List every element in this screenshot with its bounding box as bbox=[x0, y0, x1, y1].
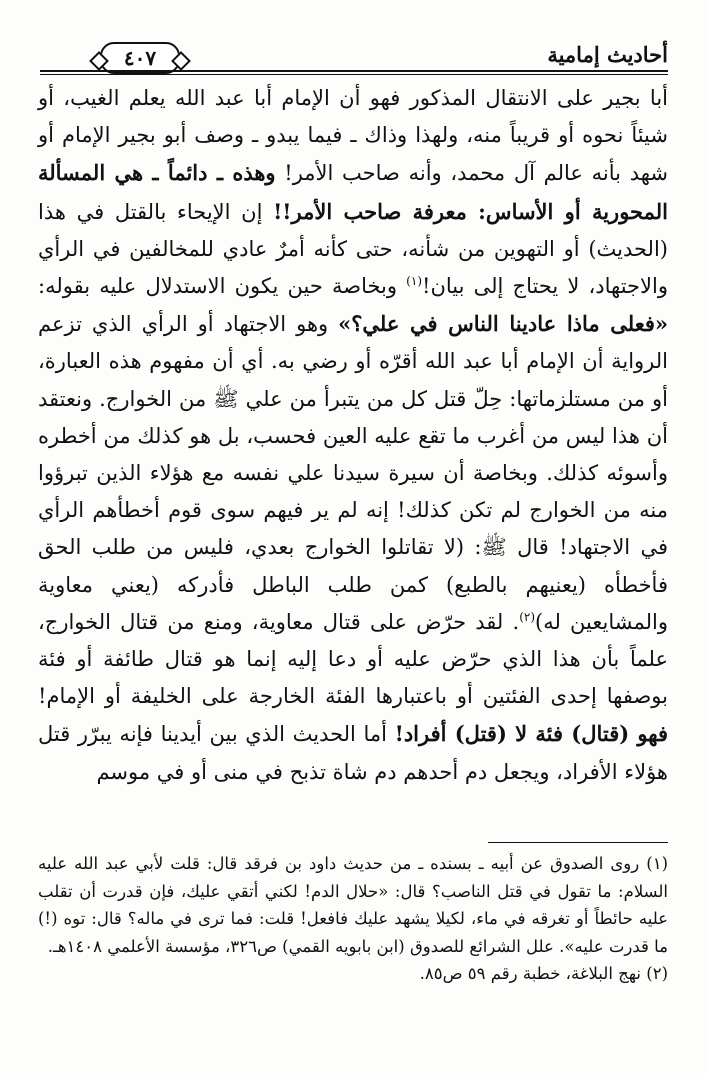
page-number: ٤٠٧ bbox=[100, 42, 180, 74]
text-run: أبا بجير على الانتقال المذكور فهو أن الإمام أبا عبد الله يعلم الغيب، أو شيئاً نحوه أو قريباً منه، ولهذا وذاك ـ فيما يبدو ـ وصف أبو بجير الإمام أو شهد بأنه عالم آل محمد، وأنه صاحب الأمر! bbox=[38, 86, 668, 186]
footnotes bbox=[38, 850, 668, 988]
text-run: وبخاصة حين يكون الاستدلال عليه بقوله: bbox=[38, 274, 407, 299]
page-header bbox=[40, 38, 668, 78]
footnote-ref-2: (٢) bbox=[519, 609, 536, 624]
text-run: أما الحديث الذي بين أيدينا فإنه يبرّر قتل هؤلاء الأفراد، ويجعل دم أحدهم دم شاة تذبح في منى أو في موسم bbox=[38, 722, 668, 784]
header-rule-thin bbox=[40, 74, 668, 75]
running-title: أحاديث إمامية bbox=[547, 42, 668, 67]
bold-text: وهذه ـ دائماً ـ هي المسألة المحورية أو الأساس: معرفة صاحب الأمر!! bbox=[38, 160, 668, 224]
text-run: إن الإيحاء بالقتل في هذا (الحديث) أو التهوين من شأنه، حتى كأنه أمرٌ عادي للمخالفين في الرأي والاجتهاد، لا يحتاج إلى بيان! bbox=[38, 199, 668, 299]
footnote-ref-1: (١) bbox=[406, 274, 422, 289]
bold-text: فهو (قتال) فئة لا (قتل) أفراد! bbox=[394, 721, 668, 747]
header-rule bbox=[40, 70, 668, 72]
footnote-rule bbox=[488, 842, 668, 843]
text-run: . لقد حرّض على قتال معاوية، ومنع من قتال الخوارج، علماً بأن هذا الذي حرّض عليه أو دعا إليه إنما هو قتال طائفة أو فئة بوصفها إحدى الفئتين أو باعتبارها الفئة الخارجة على الخليفة أو الإمام! bbox=[38, 609, 668, 709]
text-run: وهو الاجتهاد أو الرأي الذي تزعم الرواية أن الإمام أبا عبد الله أقرّه أو رضي به. أي أن مفهوم هذه العبارة، أو من مستلزماتها: حِلّ قتل كل من يتبرأ من علي ﷺ من الخوارج. ونعتقد أن هذا ليس من أغرب ما تقع عليه العين فحسب، بل هو كذلك من أخطره وأسوئه كذلك. وبخاصة أن سيرة سيدنا علي نفسه مع هؤلاء الذين تبرؤوا منه من الخوارج لم تكن كذلك! إنه لم ير فيهم سوى قوم أخطأهم الرأي في الاجتهاد! قال ﷺ: (لا تقاتلوا الخوارج بعدي، فليس من طلب الحق فأخطأه (يعنيهم بالطبع) كمن طلب الباطل فأدركه (يعني معاوية والمشايعين له) bbox=[38, 312, 668, 634]
body-text bbox=[38, 80, 668, 791]
bold-quote: «فعلى ماذا عادينا الناس في علي؟» bbox=[338, 311, 669, 337]
footnote-1: (١) روى الصدوق عن أبيه ـ بسنده ـ من حديث داود بن فرقد قال: قلت لأبي عبد الله عليه السلام: ما تقول في قتل الناصب؟ قال: «حلال الدم! لكني أتقي عليك، فإن قدرت أن تقلب عليه حائطاً أو تغرقه في ماء، لكيلا يشهد عليك فافعل! قلت: فما ترى في ماله؟ قال: توه (!) ما قدرت عليه». علل الشرائع للصدوق (ابن بابويه القمي) ص٣٢٦، مؤسسة الأعلمي ١٤٠٨هـ. bbox=[38, 854, 668, 956]
paragraph bbox=[38, 80, 668, 791]
footnote-2: (٢) نهج البلاغة، خطبة رقم ٥٩ ص٨٥. bbox=[419, 964, 668, 983]
